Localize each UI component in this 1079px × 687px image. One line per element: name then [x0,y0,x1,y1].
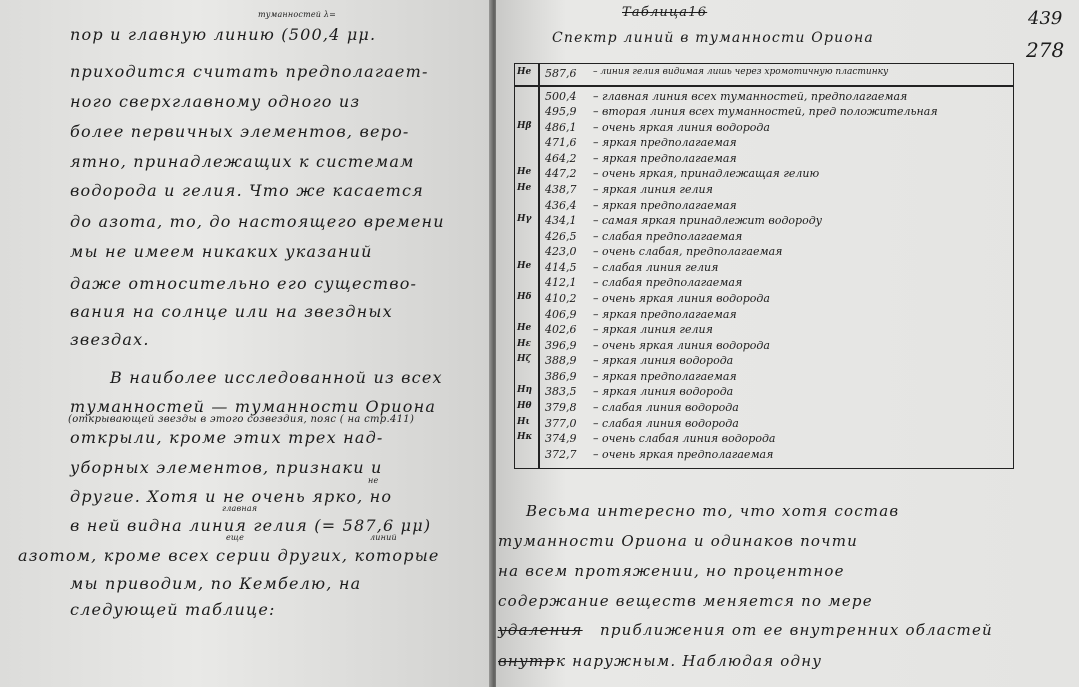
table-row: 386,9 – яркая предполагаемая [545,370,737,383]
insert-glavnaya: главная [222,504,258,513]
bottom-line-5-text: приближения от ее внутренних областей [600,621,993,639]
page-number-second: 278 [1026,38,1065,62]
struck-header: Таблица16 [622,5,708,20]
table-row: He 438,7 – яркая линия гелия [517,183,713,196]
text-line-16: другие. Хотя и не очень ярко, но [70,487,393,506]
text-line-5: ятно, принадлежащих к системам [70,152,415,171]
struck-word: удаления [498,621,583,639]
bottom-line-5 [498,621,583,639]
text-line-4: более первичных элементов, веро- [70,122,410,141]
table-row: 423,0 – очень слабая, предполагаемая [545,245,783,258]
text-line-3: ного сверхглавному одного из [70,92,361,111]
spectrum-table [514,63,1014,469]
insert-eshche: еще [226,533,245,542]
text-line-7: до азота, то, до настоящего времени [70,212,445,231]
bottom-line-6 [498,652,555,670]
text-line-1: пор и главную линию (500,4 μμ. [70,25,377,44]
table-row: 464,2 – яркая предполагаемая [545,152,737,165]
table-row: Hθ 379,8 – слабая линия водорода [517,401,739,414]
table-row: 426,5 – слабая предполагаемая [545,230,743,243]
struck-word: внутр [498,652,556,670]
table-row: Hγ 434,1 – самая яркая принадлежит водороду [517,214,823,227]
insert-liniy: линий [370,533,397,542]
text-line-17: в ней видна линия гелия (= 587,6 μμ) [70,516,432,535]
annotation-above: туманностей λ= [258,10,337,19]
table-row: Hδ 410,2 – очень яркая линия водорода [517,292,770,305]
table-row: 412,1 – слабая предполагаемая [545,276,743,289]
page-number-top: 439 [1028,8,1063,29]
table-row: Hι 377,0 – слабая линия водорода [517,417,739,430]
table-title: Спектр линий в туманности Ориона [552,30,874,46]
bottom-line-2: туманности Ориона и одинаков почти [498,532,858,550]
right-page [496,0,1079,687]
text-line-6: водорода и гелия. Что же касается [70,181,424,200]
text-line-2: приходится считать предполагает- [70,62,429,81]
table-row: Hε 396,9 – очень яркая линия водорода [517,339,770,352]
table-row: 372,7 – очень яркая предполагаемая [545,448,774,461]
text-line-8: мы не имеем никаких указаний [70,242,373,261]
table-row: Hη 383,5 – яркая линия водорода [517,385,734,398]
table-row: 495,9 – вторая линия всех туманностей, пред положительная [545,105,938,118]
bottom-line-6-text: к наружным. Наблюдая одну [556,652,823,670]
text-line-9: даже относительно его существо- [70,274,418,293]
text-line-18: азотом, кроме всех серии других, которые [18,546,440,565]
text-line-19: мы приводим, по Кембелю, на [70,574,362,593]
bottom-line-3: на всем протяжении, но процентное [498,562,845,580]
table-row: He 447,2 – очень яркая, принадлежащая гелию [517,167,820,180]
table-row: He 402,6 – яркая линия гелия [517,323,713,336]
left-page [0,0,492,687]
table-row: 471,6 – яркая предполагаемая [545,136,737,149]
text-line-13: туманностей — туманности Ориона [70,397,437,416]
text-line-12: В наиболее исследованной из всех [110,368,443,387]
bottom-line-4: содержание веществ меняется по мере [498,592,873,610]
text-line-15: уборных элементов, признаки и [70,458,383,477]
text-line-10: вания на солнце или на звездных [70,302,393,321]
text-line-11: звездах. [70,330,150,349]
table-row: He 587,6 – линия гелия видимая лишь через хромотичную пластинку [517,67,889,80]
table-row: Hβ 486,1 – очень яркая линия водорода [517,121,770,134]
table-row: He 414,5 – слабая линия гелия [517,261,719,274]
table-row: Hκ 374,9 – очень слабая линия водорода [517,432,776,445]
bottom-line-1: Весьма интересно то, что хотя состав [526,502,900,520]
insert-ne: не [368,476,379,485]
table-row: Hζ 388,9 – яркая линия водорода [517,354,734,367]
text-line-20: следующей таблице: [70,600,276,619]
table-row: 436,4 – яркая предполагаемая [545,199,737,212]
text-line-14: открыли, кроме этих трех над- [70,428,384,447]
table-row: 500,4 – главная линия всех туманностей, предполагаемая [545,90,908,103]
table-row: 406,9 – яркая предполагаемая [545,308,737,321]
orion-note: (открывающей звезды в этого созвездия, пояс ( на стр.411) [68,414,415,425]
